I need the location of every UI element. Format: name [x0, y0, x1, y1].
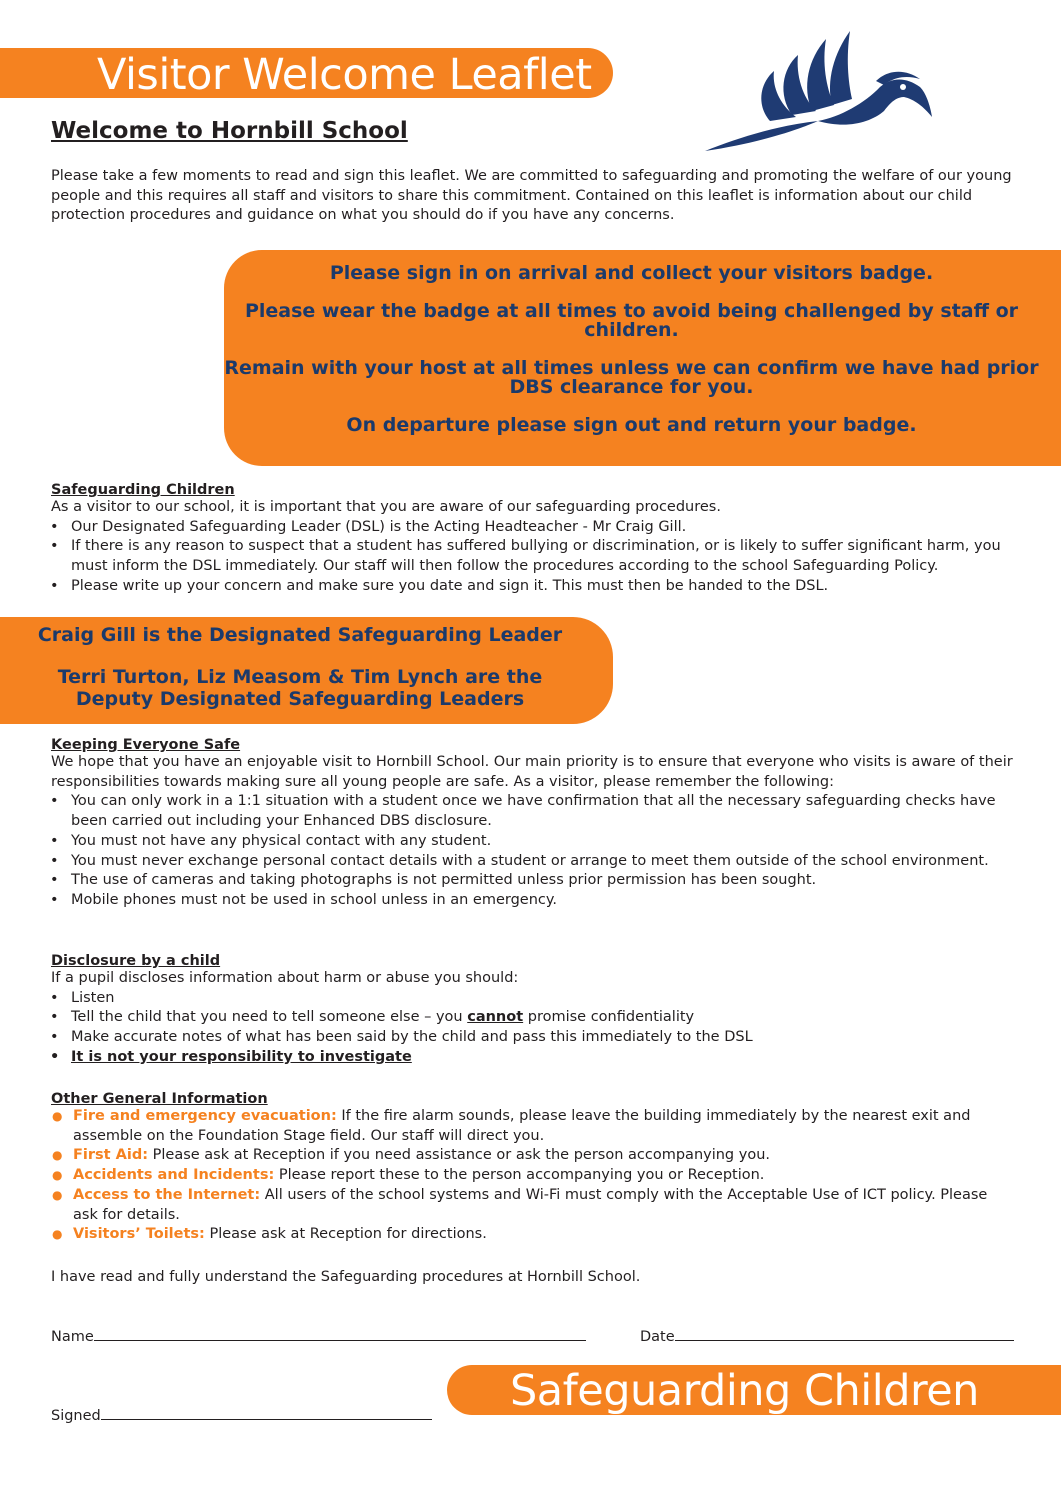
item-text: Please ask at Reception for directions.	[204, 1226, 487, 1243]
list-item	[51, 1107, 1011, 1146]
page-heading: Welcome to Hornbill School	[51, 118, 408, 144]
safeguarding-list	[0, 518, 1031, 597]
list-item: • Our Designated Safeguarding Leader (DSL) is the Acting Headteacher - Mr Craig Gill.	[0, 518, 1031, 538]
list-item	[51, 1186, 1011, 1225]
date-label: Date	[640, 1329, 675, 1345]
deputy-dsl-text-2: Deputy Designated Safeguarding Leaders	[75, 688, 525, 710]
declaration-text: I have read and fully understand the Safeguarding procedures at Hornbill School.	[51, 1269, 641, 1285]
notice-sign-in: Please sign in on arrival and collect your visitors badge.	[329, 262, 934, 284]
list-item	[51, 1146, 1011, 1166]
disclosure-tell-post: promise confidentiality	[523, 1009, 695, 1026]
item-text: Please report these to the person accompanying you or Reception.	[274, 1167, 765, 1184]
deputy-dsl-text: Terri Turton, Liz Measom & Tim Lynch are the	[57, 666, 543, 688]
disclosure-heading: Disclosure by a child	[51, 953, 221, 969]
keeping-safe-list	[0, 792, 1031, 910]
list-item: • The use of cameras and taking photographs is not permitted unless prior permission has been sought.	[0, 871, 1031, 891]
safeguarding-heading: Safeguarding Children	[51, 482, 235, 498]
disclosure-list	[0, 989, 1031, 1068]
notice-wear-badge: Please wear the badge at all times to avoid being challenged by staff or children.	[244, 300, 1019, 341]
signed-label: Signed	[51, 1408, 101, 1424]
item-label: Access to the Internet:	[73, 1186, 261, 1203]
item-label: Fire and emergency evacuation:	[73, 1108, 337, 1124]
other-info-section	[51, 1091, 1011, 1245]
item-text: If the fire alarm sounds, please leave the building immediately by the nearest exit and assemble on the Foundation Stage field. Our staff will direct you.	[73, 1108, 971, 1144]
hornbill-logo-icon	[700, 25, 935, 155]
safeguarding-intro: As a visitor to our school, it is important that you are aware of our safeguarding procedures.	[51, 499, 721, 515]
keeping-safe-section	[51, 737, 1031, 911]
name-line[interactable]	[94, 1327, 586, 1341]
dsl-box	[0, 617, 613, 724]
disclosure-intro: If a pupil discloses information about harm or abuse you should:	[51, 970, 519, 986]
notice-remain-with-host: Remain with your host at all times unless we can confirm we have had prior DBS clearance for you.	[224, 357, 1039, 398]
list-item: • Please write up your concern and make sure you date and sign it. This must then be handed to the DSL.	[0, 577, 1031, 597]
notice-departure: On departure please sign out and return your badge.	[346, 414, 917, 436]
visitor-notice-box	[224, 250, 1061, 466]
intro-paragraph: Please take a few moments to read and sign this leaflet. We are committed to safeguarding and promoting the welfare of our young people and this requires all staff and visitors to share this commitment. Contained on this leaflet is information about our child protection procedures and guidance on what you should do if you have any concerns.	[51, 168, 1012, 224]
list-item	[51, 1166, 1011, 1186]
list-item	[0, 1008, 1031, 1028]
list-item: • It is not your responsibility to investigate	[0, 1048, 1031, 1068]
item-text: All users of the school systems and Wi-Fi must comply with the Acceptable Use of ICT policy. Please ask for details.	[73, 1186, 988, 1223]
date-line[interactable]	[675, 1327, 1014, 1341]
other-info-list	[51, 1107, 1011, 1245]
list-item: • You must not have any physical contact with any student.	[0, 832, 1031, 852]
name-field[interactable]	[51, 1327, 586, 1345]
signed-field[interactable]	[51, 1406, 432, 1424]
list-item: • Make accurate notes of what has been said by the child and pass this immediately to the DSL	[0, 1028, 1031, 1048]
keeping-safe-intro: We hope that you have an enjoyable visit to Hornbill School. Our main priority is to ensure that everyone who visits is aware of their responsibilities towards making sure all young people are safe. As a visitor, please remember the following:	[51, 754, 1013, 790]
date-field[interactable]	[640, 1327, 1014, 1345]
safeguarding-section	[51, 482, 1031, 597]
footer-title: Safeguarding Children	[510, 1366, 979, 1416]
disclosure-section	[51, 953, 1031, 1068]
name-label: Name	[51, 1329, 94, 1345]
list-item	[51, 1225, 1011, 1245]
signed-line[interactable]	[101, 1406, 432, 1420]
leaflet-title: Visitor Welcome Leaflet	[97, 50, 592, 100]
disclosure-tell-pre: Tell the child that you need to tell someone else – you	[71, 1009, 468, 1026]
list-item: • If there is any reason to suspect that a student has suffered bullying or discrimination, or is likely to suffer significant harm, you must inform the DSL immediately. Our staff will then follow the procedures according to the school Safeguarding Policy.	[0, 537, 1031, 576]
disclosure-cannot: cannot	[467, 1009, 524, 1026]
item-label: First Aid:	[73, 1147, 149, 1164]
item-text: Please ask at Reception if you need assistance or ask the person accompanying you.	[148, 1147, 770, 1164]
other-info-heading: Other General Information	[51, 1091, 268, 1107]
item-label: Visitors’ Toilets:	[73, 1226, 205, 1243]
dsl-leader-text: Craig Gill is the Designated Safeguarding Leader	[37, 624, 563, 646]
list-item: • Listen	[0, 989, 1031, 1009]
item-label: Accidents and Incidents:	[73, 1167, 275, 1184]
list-item: • You must never exchange personal contact details with a student or arrange to meet them outside of the school environment.	[0, 852, 1031, 872]
list-item: • You can only work in a 1:1 situation with a student once we have confirmation that all the necessary safeguarding checks have been carried out including your Enhanced DBS disclosure.	[0, 792, 1031, 831]
list-item: • Mobile phones must not be used in school unless in an emergency.	[0, 891, 1031, 911]
keeping-safe-heading: Keeping Everyone Safe	[51, 737, 241, 753]
